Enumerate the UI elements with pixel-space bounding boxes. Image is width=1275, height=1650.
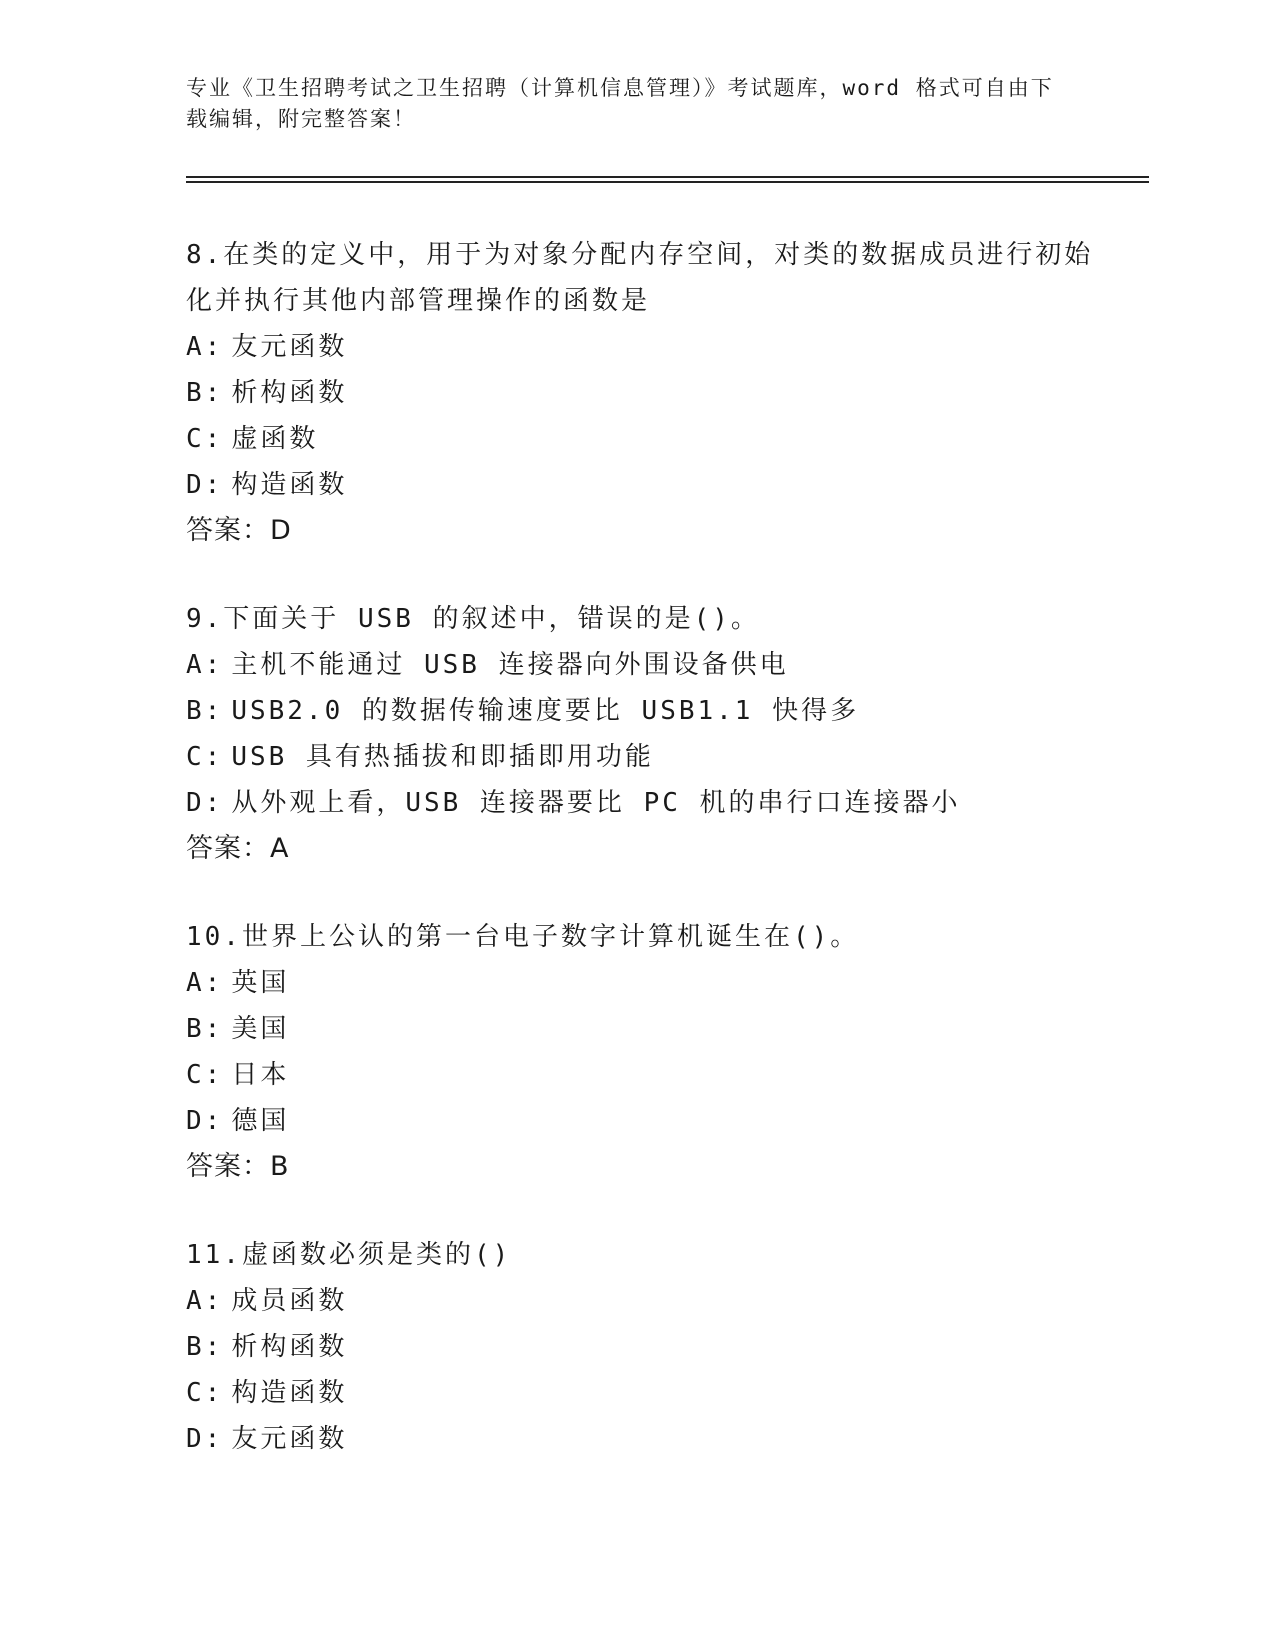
- option-text: 主机不能通过 USB 连接器向外围设备供电: [231, 650, 789, 680]
- option-text: USB2.0 的数据传输速度要比 USB1.1 快得多: [231, 696, 860, 726]
- option-text: 美国: [231, 1014, 290, 1044]
- header-divider-bottom: [186, 181, 1149, 183]
- option-a: [186, 1278, 1106, 1324]
- option-text: USB 具有热插拔和即插即用功能: [231, 742, 654, 772]
- option-text: 日本: [231, 1060, 290, 1090]
- option-key: B:: [186, 696, 224, 726]
- option-d: [186, 462, 1106, 508]
- answer-line: 答案：A: [186, 833, 290, 864]
- option-key: B:: [186, 1332, 224, 1362]
- option-b: [186, 370, 1106, 416]
- option-text: 德国: [231, 1106, 290, 1136]
- question-10: [186, 914, 1106, 1190]
- option-d: [186, 780, 1106, 826]
- option-key: A:: [186, 332, 224, 362]
- question-stem: 11.虚函数必须是类的(): [186, 1240, 512, 1270]
- option-key: A:: [186, 968, 224, 998]
- option-d: [186, 1416, 1106, 1462]
- option-b: [186, 1006, 1106, 1052]
- option-key: C:: [186, 1378, 224, 1408]
- header-divider-top: [186, 176, 1149, 178]
- option-key: C:: [186, 742, 224, 772]
- option-text: 虚函数: [231, 424, 319, 454]
- option-text: 构造函数: [231, 1378, 348, 1408]
- option-b: [186, 688, 1106, 734]
- answer-line: 答案：D: [186, 515, 292, 546]
- option-a: [186, 324, 1106, 370]
- option-key: A:: [186, 1286, 224, 1316]
- question-stem: 9.下面关于 USB 的叙述中，错误的是()。: [186, 604, 760, 634]
- option-key: D:: [186, 788, 224, 818]
- option-text: 成员函数: [231, 1286, 348, 1316]
- option-text: 从外观上看，USB 连接器要比 PC 机的串行口连接器小: [231, 788, 961, 818]
- option-a: [186, 960, 1106, 1006]
- option-key: D:: [186, 1106, 224, 1136]
- document-intro: 专业《卫生招聘考试之卫生招聘（计算机信息管理）》考试题库，word 格式可自由下载编辑，附完整答案！: [186, 76, 1054, 131]
- option-c: [186, 1370, 1106, 1416]
- option-a: [186, 642, 1106, 688]
- option-c: [186, 1052, 1106, 1098]
- option-text: 构造函数: [231, 470, 348, 500]
- option-text: 析构函数: [231, 378, 348, 408]
- option-c: [186, 416, 1106, 462]
- option-key: C:: [186, 1060, 224, 1090]
- option-key: A:: [186, 650, 224, 680]
- option-b: [186, 1324, 1106, 1370]
- question-8: [186, 232, 1106, 554]
- question-stem: 8.在类的定义中，用于为对象分配内存空间，对类的数据成员进行初始化并执行其他内部管理操作的函数是: [186, 240, 1094, 316]
- option-key: D:: [186, 470, 224, 500]
- question-9: [186, 596, 1106, 872]
- question-11: [186, 1232, 1106, 1462]
- option-key: D:: [186, 1424, 224, 1454]
- option-key: B:: [186, 378, 224, 408]
- option-d: [186, 1098, 1106, 1144]
- answer-line: 答案：B: [186, 1151, 290, 1182]
- option-text: 友元函数: [231, 332, 348, 362]
- option-key: C:: [186, 424, 224, 454]
- question-stem: 10.世界上公认的第一台电子数字计算机诞生在()。: [186, 922, 860, 952]
- option-text: 英国: [231, 968, 290, 998]
- option-text: 析构函数: [231, 1332, 348, 1362]
- option-c: [186, 734, 1106, 780]
- option-key: B:: [186, 1014, 224, 1044]
- option-text: 友元函数: [231, 1424, 348, 1454]
